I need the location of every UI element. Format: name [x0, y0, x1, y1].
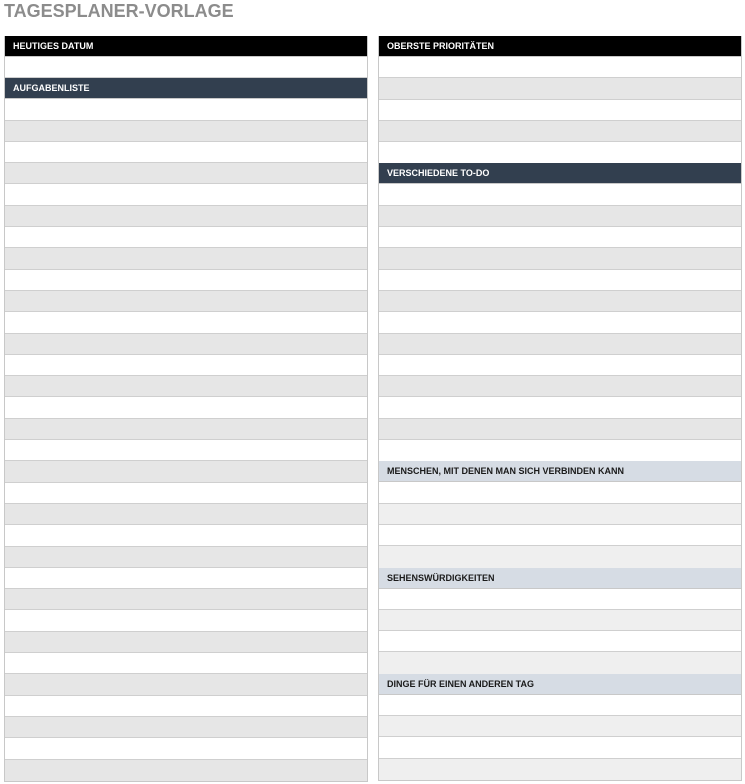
page-title: TAGESPLANER-VORLAGE	[4, 1, 234, 21]
todo-row[interactable]	[379, 312, 741, 333]
task-row[interactable]	[5, 738, 367, 759]
task-row[interactable]	[5, 696, 367, 717]
task-row[interactable]	[5, 653, 367, 674]
other-day-header: DINGE FÜR EINEN ANDEREN TAG	[379, 674, 741, 695]
task-row[interactable]	[5, 334, 367, 355]
task-row[interactable]	[5, 355, 367, 376]
todo-row[interactable]	[379, 376, 741, 397]
task-row[interactable]	[5, 525, 367, 546]
task-row[interactable]	[5, 568, 367, 589]
task-row[interactable]	[5, 610, 367, 631]
todo-row[interactable]	[379, 206, 741, 227]
task-row[interactable]	[5, 163, 367, 184]
task-row[interactable]	[5, 184, 367, 205]
task-row[interactable]	[5, 99, 367, 120]
todo-row[interactable]	[379, 440, 741, 461]
date-input-row[interactable]	[5, 57, 367, 78]
sights-row[interactable]	[379, 652, 741, 673]
other-day-row[interactable]	[379, 716, 741, 737]
people-row[interactable]	[379, 482, 741, 503]
todo-list	[379, 184, 741, 461]
sights-row[interactable]	[379, 631, 741, 652]
sights-header: SEHENSWÜRDIGKEITEN	[379, 568, 741, 589]
date-header: HEUTIGES DATUM	[5, 36, 367, 57]
todo-row[interactable]	[379, 291, 741, 312]
task-list	[5, 99, 367, 781]
priority-row[interactable]	[379, 78, 741, 99]
task-list-header: AUFGABENLISTE	[5, 78, 367, 99]
priority-row[interactable]	[379, 100, 741, 121]
todo-row[interactable]	[379, 397, 741, 418]
priority-row[interactable]	[379, 57, 741, 78]
todo-row[interactable]	[379, 248, 741, 269]
todo-row[interactable]	[379, 227, 741, 248]
task-row[interactable]	[5, 142, 367, 163]
sights-row[interactable]	[379, 610, 741, 631]
task-row[interactable]	[5, 674, 367, 695]
people-row[interactable]	[379, 504, 741, 525]
right-column	[378, 36, 742, 781]
task-row[interactable]	[5, 248, 367, 269]
people-header: MENSCHEN, MIT DENEN MAN SICH VERBINDEN KANN	[379, 461, 741, 482]
task-row[interactable]	[5, 227, 367, 248]
task-row[interactable]	[5, 206, 367, 227]
task-row[interactable]	[5, 270, 367, 291]
task-row[interactable]	[5, 632, 367, 653]
people-row[interactable]	[379, 525, 741, 546]
todo-row[interactable]	[379, 334, 741, 355]
task-row[interactable]	[5, 504, 367, 525]
other-day-row[interactable]	[379, 737, 741, 758]
priorities-header: OBERSTE PRIORITÄTEN	[379, 36, 741, 57]
left-column	[4, 36, 368, 782]
task-row[interactable]	[5, 760, 367, 781]
sights-row[interactable]	[379, 589, 741, 610]
task-row[interactable]	[5, 547, 367, 568]
todo-row[interactable]	[379, 184, 741, 205]
priority-row[interactable]	[379, 121, 741, 142]
task-row[interactable]	[5, 419, 367, 440]
task-row[interactable]	[5, 312, 367, 333]
other-day-row[interactable]	[379, 759, 741, 780]
task-row[interactable]	[5, 291, 367, 312]
todo-header: VERSCHIEDENE TO-DO	[379, 163, 741, 184]
todo-row[interactable]	[379, 355, 741, 376]
task-row[interactable]	[5, 483, 367, 504]
other-day-row[interactable]	[379, 695, 741, 716]
people-list	[379, 482, 741, 567]
task-row[interactable]	[5, 397, 367, 418]
task-row[interactable]	[5, 121, 367, 142]
sights-list	[379, 589, 741, 674]
task-row[interactable]	[5, 440, 367, 461]
task-row[interactable]	[5, 376, 367, 397]
other-day-list	[379, 695, 741, 780]
task-row[interactable]	[5, 717, 367, 738]
task-row[interactable]	[5, 589, 367, 610]
todo-row[interactable]	[379, 419, 741, 440]
todo-row[interactable]	[379, 270, 741, 291]
priorities-list	[379, 57, 741, 163]
people-row[interactable]	[379, 546, 741, 567]
task-row[interactable]	[5, 461, 367, 482]
priority-row[interactable]	[379, 142, 741, 163]
